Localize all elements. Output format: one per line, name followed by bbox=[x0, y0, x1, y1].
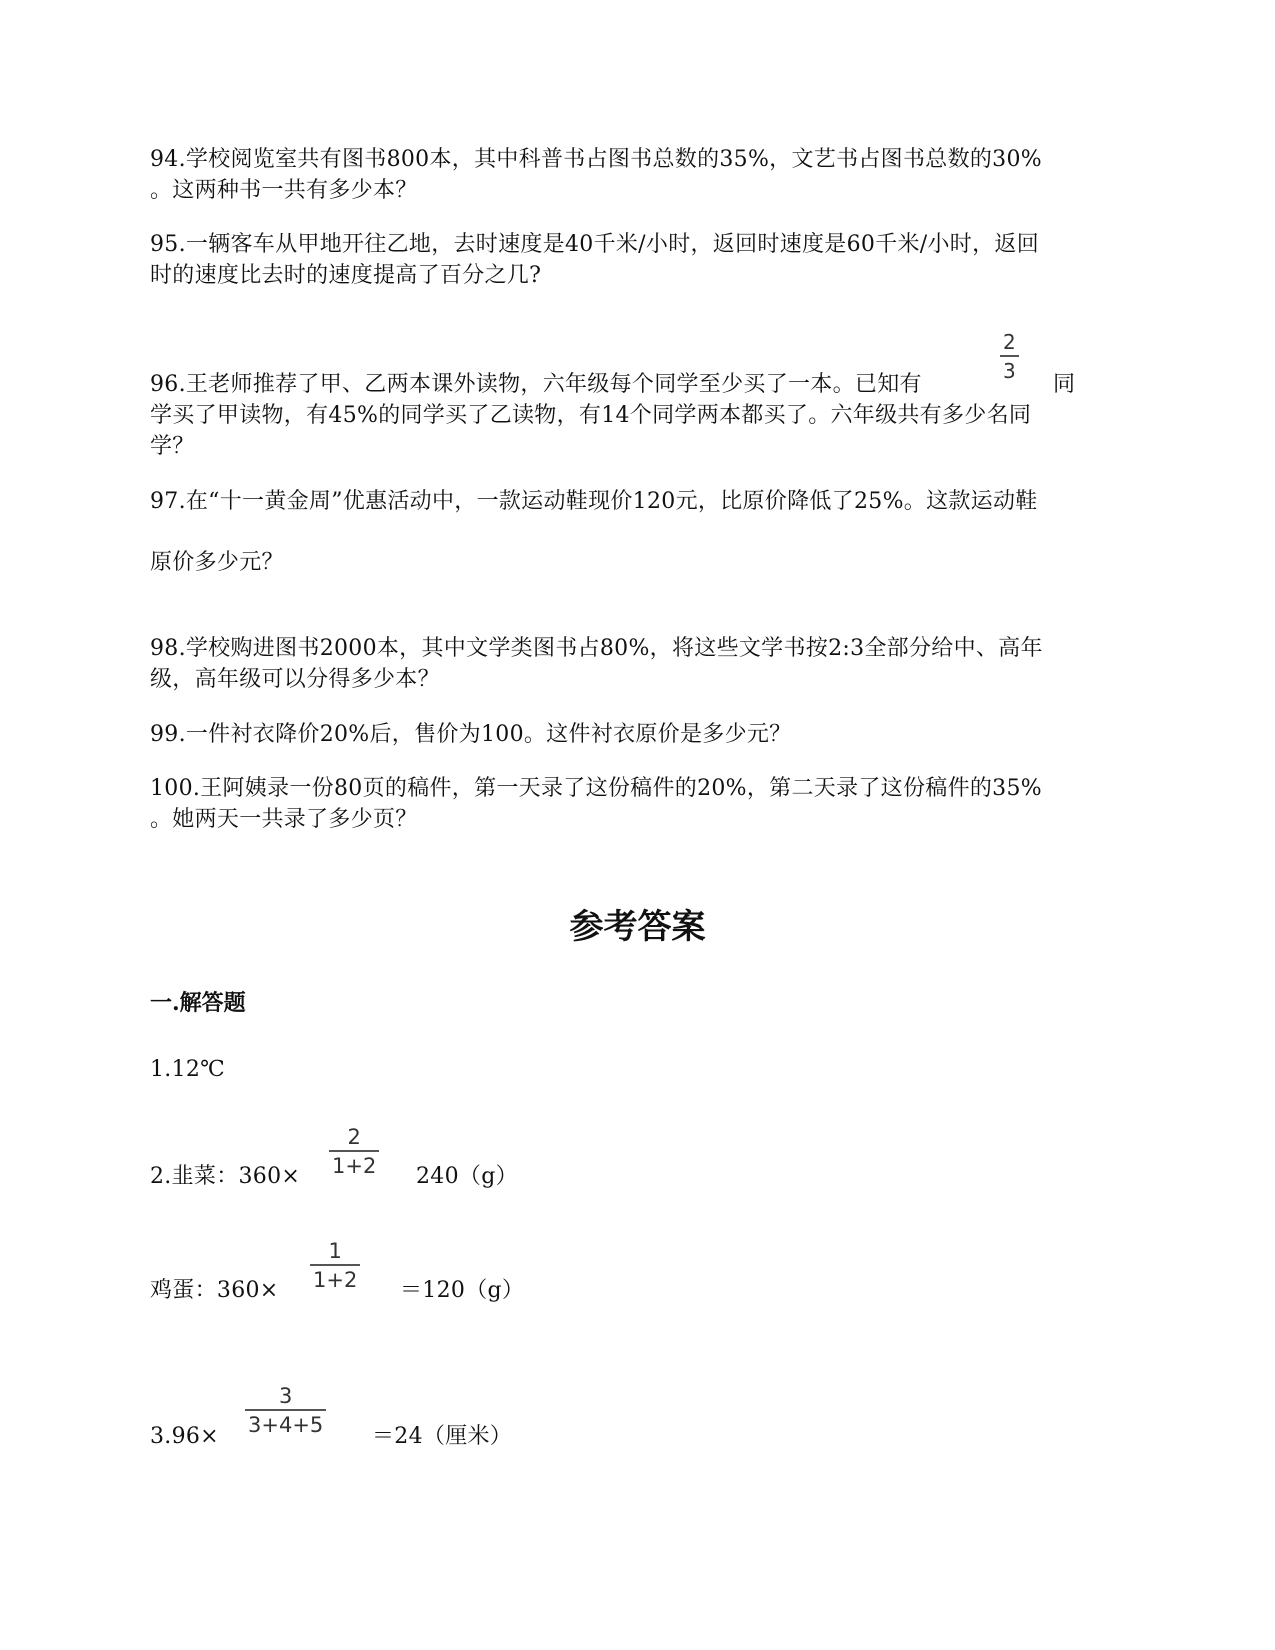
answer-2-suffix: 240（g） bbox=[416, 1164, 518, 1189]
fraction-bar bbox=[1000, 355, 1019, 357]
q97-line-2: 原价多少元？ bbox=[150, 550, 284, 575]
fraction-bar bbox=[310, 1264, 360, 1266]
q99-line-1: 99.一件衬衣降价20%后，售价为100。这件衬衣原价是多少元？ bbox=[150, 722, 792, 747]
answer-2b-fraction-numerator: 1 bbox=[328, 1239, 342, 1263]
answer-3-fraction bbox=[245, 1384, 326, 1437]
q96-fraction-numerator: 2 bbox=[1003, 330, 1016, 354]
answer-2b-prefix: 鸡蛋：360× bbox=[150, 1278, 279, 1303]
q95-line-2: 时的速度比去时的速度提高了百分之几? bbox=[150, 263, 542, 288]
answer-2-fraction bbox=[329, 1125, 379, 1178]
q96-line-1-start: 96.王老师推荐了甲、乙两本课外读物，六年级每个同学至少买了一本。已知有 bbox=[150, 372, 922, 397]
answer-3-suffix: ＝24（厘米） bbox=[372, 1424, 513, 1449]
answer-3-fraction-numerator: 3 bbox=[278, 1384, 293, 1408]
answers-heading: 参考答案 bbox=[569, 907, 706, 947]
q98-line-1: 98.学校购进图书2000本，其中文学类图书占80%，将这些文学书按2:3全部分给中、高年 bbox=[150, 636, 1043, 661]
q100-line-1: 100.王阿姨录一份80页的稿件，第一天录了这份稿件的20%，第二天录了这份稿件的35% bbox=[150, 776, 1042, 801]
answer-2-fraction-denominator: 1+2 bbox=[332, 1153, 377, 1178]
q94-line-2: 。这两种书一共有多少本？ bbox=[150, 178, 418, 203]
answer-2b-fraction bbox=[310, 1239, 360, 1292]
fraction-bar bbox=[245, 1409, 326, 1411]
answer-2b-fraction-denominator: 1+2 bbox=[313, 1267, 358, 1292]
q97-line-1: 97.在“十一黄金周”优惠活动中，一款运动鞋现价120元，比原价降低了25%。这款运动鞋 bbox=[150, 489, 1038, 514]
q94-line-1: 94.学校阅览室共有图书800本，其中科普书占图书总数的35%，文艺书占图书总数的30% bbox=[150, 147, 1042, 172]
fraction-bar bbox=[329, 1150, 379, 1152]
q100-line-2: 。她两天一共录了多少页？ bbox=[150, 807, 418, 832]
section-title: 一.解答题 bbox=[150, 990, 246, 1016]
q98-line-2: 级，高年级可以分得多少本？ bbox=[150, 667, 440, 692]
q96-line-3: 学？ bbox=[150, 434, 195, 459]
q95-line-1: 95.一辆客车从甲地开往乙地，去时速度是40千米/小时，返回时速度是60千米/小时，返回 bbox=[150, 232, 1040, 257]
answer-1: 1.12℃ bbox=[150, 1057, 226, 1082]
q96-fraction-denominator: 3 bbox=[1003, 358, 1016, 383]
answer-3-fraction-denominator: 3+4+5 bbox=[248, 1412, 324, 1437]
answer-2-fraction-numerator: 2 bbox=[347, 1125, 361, 1149]
q96-line-1-end: 同 bbox=[1053, 372, 1076, 397]
answer-3-prefix: 3.96× bbox=[150, 1424, 219, 1449]
q96-fraction bbox=[1000, 330, 1019, 383]
answer-2-prefix: 2.韭菜：360× bbox=[150, 1164, 301, 1189]
answer-2b-suffix: ＝120（g） bbox=[400, 1278, 525, 1303]
q96-line-2: 学买了甲读物，有45%的同学买了乙读物，有14个同学两本都买了。六年级共有多少名同 bbox=[150, 403, 1032, 428]
